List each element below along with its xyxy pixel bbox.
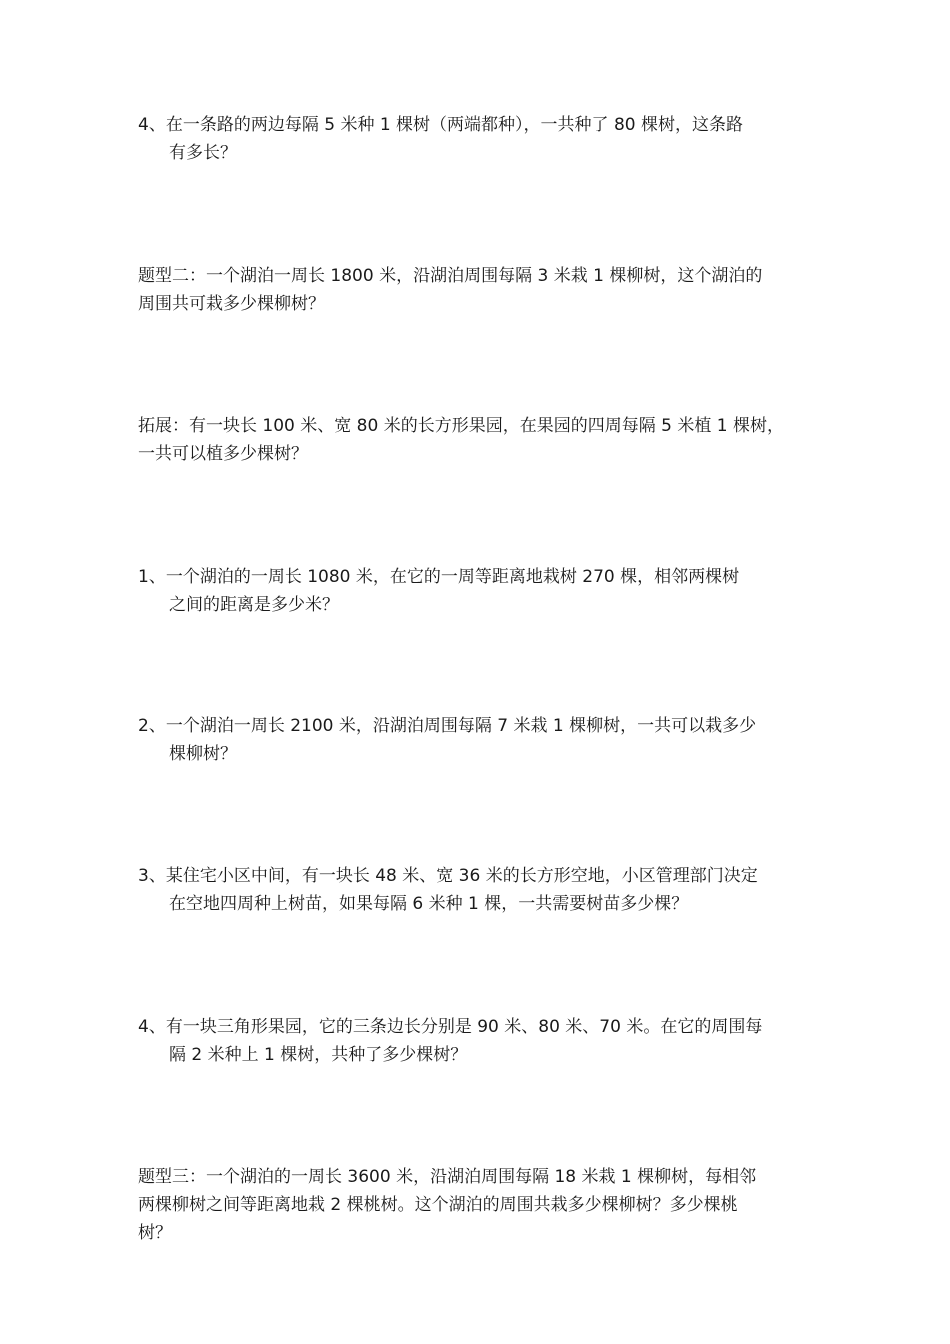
question-line: 2、一个湖泊一周长 2100 米，沿湖泊周围每隔 7 米栽 1 棵柳树，一共可以栽多少 (138, 716, 757, 736)
question-line: 树？ (138, 1223, 172, 1243)
question-type-three (138, 1163, 838, 1247)
question-2 (138, 712, 838, 768)
question-line: 4、有一块三角形果园，它的三条边长分别是 90 米、80 米、70 米。在它的周围每 (138, 1017, 763, 1037)
question-3 (138, 862, 838, 918)
question-4 (138, 1013, 838, 1069)
question-line: 之间的距离是多少米？ (169, 595, 339, 615)
question-line: 一共可以植多少棵树？ (138, 444, 308, 464)
question-line: 题型三：一个湖泊的一周长 3600 米，沿湖泊周围每隔 18 米栽 1 棵柳树，每相邻 (138, 1167, 757, 1187)
question-extension (138, 412, 838, 468)
question-1 (138, 563, 838, 619)
question-line: 4、在一条路的两边每隔 5 米种 1 棵树（两端都种），一共种了 80 棵树，这条路 (138, 115, 744, 135)
question-line: 1、一个湖泊的一周长 1080 米，在它的一周等距离地栽树 270 棵，相邻两棵树 (138, 567, 740, 587)
question-line: 两棵柳树之间等距离地栽 2 棵桃树。这个湖泊的周围共栽多少棵柳树？多少棵桃 (138, 1195, 738, 1215)
question-line: 拓展：有一块长 100 米、宽 80 米的长方形果园，在果园的四周每隔 5 米植 1 棵树， (138, 416, 784, 436)
question-line: 周围共可栽多少棵柳树？ (138, 294, 325, 314)
question-line: 棵柳树？ (169, 744, 237, 764)
question-type-two (138, 262, 838, 318)
question-line: 隔 2 米种上 1 棵树，共种了多少棵树？ (169, 1045, 468, 1065)
question-road-trees (138, 111, 838, 167)
question-line: 有多长？ (169, 143, 237, 163)
question-line: 在空地四周种上树苗，如果每隔 6 米种 1 棵，一共需要树苗多少棵？ (169, 894, 689, 914)
question-line: 题型二：一个湖泊一周长 1800 米，沿湖泊周围每隔 3 米栽 1 棵柳树，这个湖泊的 (138, 266, 763, 286)
question-line: 3、某住宅小区中间，有一块长 48 米、宽 36 米的长方形空地，小区管理部门决定 (138, 866, 758, 886)
